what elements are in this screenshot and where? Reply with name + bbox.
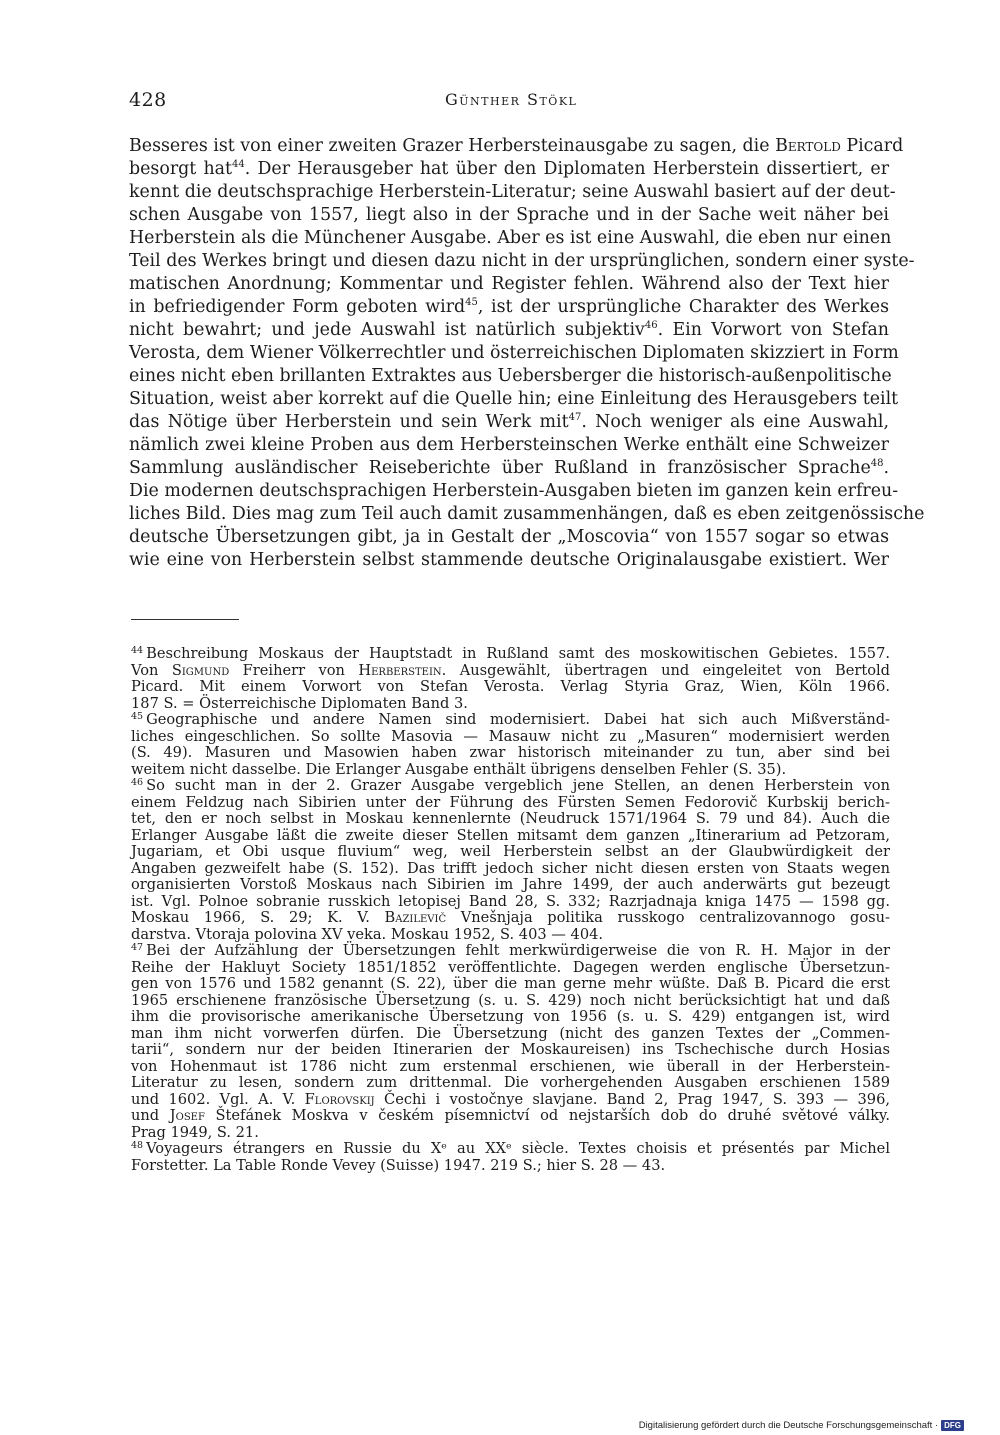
footnote-46 (131, 778, 890, 943)
footnote-line: Picard. Mit einem Vorwort von Stefan Verosta. Verlag Styria Graz, Wien, Köln 1966. (131, 678, 890, 695)
footnote-line: liches eingeschlichen. So sollte Masovia — Masauw nicht zu „Masuren“ modernisiert werden (131, 727, 890, 745)
text-line: besorgt hat$^{44}$. Der Herausgeber hat über den Diplomaten Herberstein dissertiert, er (129, 159, 890, 179)
footnote-line: Erlanger Ausgabe läßt die zweite dieser Stellen mitsamt dem ganzen „Itinerarium ad Petzoram, (131, 826, 890, 844)
credit-text: Digitalisierung gefördert durch die Deutsche Forschungsgemeinschaft · (638, 1420, 939, 1431)
running-head: Günther Stökl (445, 90, 578, 109)
footnotes (131, 646, 890, 1174)
small-caps-name: Sigmund (171, 661, 230, 679)
footnote-line: Von Sigmund Freiherr von Herberstein. Ausgewählt, übertragen und eingeleitet von Bertold (131, 661, 890, 679)
footnote-44 (131, 646, 890, 712)
footnote-line: $^{45}$ Geographische und andere Namen sind modernisiert. Dabei hat sich auch Mißverständ- (131, 711, 890, 728)
page-header (129, 89, 889, 113)
small-caps-name: Herberstein. (358, 661, 447, 679)
text-line: Die modernen deutschsprachigen Herberstein-Ausgaben bieten im ganzen kein erfreu- (129, 481, 899, 501)
footnote-number: 45 (131, 711, 144, 722)
footnote-number: 47 (131, 942, 144, 953)
footnote-line: Angaben gezweifelt habe (S. 152). Das trifft jedoch sicher nicht diesen ersten von Staats wegen (131, 859, 890, 877)
footnote-line: Forstetter. La Table Ronde Vevey (Suisse) 1947. 219 S.; hier S. 28 — 43. (131, 1156, 666, 1174)
footnote-line: Literatur zu lesen, sondern zum drittenmal. Die vorhergehenden Ausgaben erschienen 1589 (131, 1074, 890, 1091)
text-line: Sammlung ausländischer Reiseberichte über Rußland in französischer Sprache$^{48}$. (129, 458, 889, 478)
text-line: nicht bewahrt; und jede Auswahl ist natürlich subjektiv$^{46}$. Ein Vorwort von Stefan (129, 320, 889, 340)
footnote-line: und Josef Štefánek Moskva v českém písemnictví od nejstarších dob do druhé světové války. (131, 1107, 891, 1124)
small-caps-name: Bazilevič (384, 909, 447, 926)
text-line: in befriedigender Form geboten wird$^{45}$, ist der ursprüngliche Charakter des Werkes (129, 297, 889, 317)
footnote-reference: 45 (465, 297, 478, 308)
footnote-line: einem Feldzug nach Sibirien unter der Führung des Fürsten Semen Fedorovič Kurbskij berich- (131, 793, 890, 811)
footnote-line: 187 S. = Österreichische Diplomaten Band 3. (131, 694, 468, 712)
footnote-line: Jugariam, et Obi usque fluvium“ weg, weil Herberstein selbst an der Glaubwürdigkeit der (131, 843, 890, 860)
footnote-line: $^{46}$ So sucht man in der 2. Grazer Ausgabe vergeblich jene Stellen, an denen Herberstein von (131, 777, 890, 794)
footnote-reference: 47 (568, 412, 582, 423)
footnote-reference: 46 (644, 320, 658, 331)
footnote-45 (131, 712, 890, 778)
footnote-line: $^{47}$ Bei der Aufzählung der Übersetzungen fehlt merkwürdigerweise die von R. H. Major in der (131, 942, 890, 959)
text-line: deutsche Übersetzungen gibt, ja in Gestalt der „Moscovia“ von 1557 sogar so etwas (129, 527, 889, 547)
small-caps-name: Josef (169, 1107, 205, 1124)
text-line: liches Bild. Dies mag zum Teil auch damit zusammenhängen, daß es eben zeitgenössische (129, 504, 925, 524)
footnote-line: Prag 1949, S. 21. (131, 1123, 259, 1141)
footnote-line: Reihe der Hakluyt Society 1851/1852 veröffentlichte. Dagegen werden englische Übersetzun- (131, 958, 890, 976)
text-line: schen Ausgabe von 1557, liegt also in der Sprache und in der Sache weit näher bei (129, 205, 889, 225)
footnote-reference: 44 (232, 159, 245, 170)
text-line: Situation, weist aber korrekt auf die Quelle hin; eine Einleitung des Herausgebers teilt (129, 389, 899, 409)
footnote-line: tarii“, sondern nur der beiden Itinerarien der Moskaureisen) ins Tschechische durch Hosias (131, 1041, 890, 1058)
text-line: Besseres ist von einer zweiten Grazer Herbersteinausgabe zu sagen, die Bertold Picard (129, 136, 904, 156)
footnote-line: darstva. Vtoraja polovina XV veka. Moskau 1952, S. 403 — 404. (131, 925, 604, 943)
text-line: wie eine von Herberstein selbst stammende deutsche Originalausgabe existiert. Wer (129, 550, 889, 570)
dfg-logo: DFG (941, 1420, 964, 1431)
text-line: eines nicht eben brillanten Extraktes aus Uebersberger die historisch-außenpolitische (129, 366, 892, 386)
page-number: 428 (129, 89, 167, 111)
footnote-line: man ihm nicht vorwerfen dürfen. Die Übersetzung (nicht des ganzen Textes der „Commen- (131, 1024, 890, 1042)
digitization-credit (639, 1420, 964, 1431)
footnote-reference: 48 (870, 458, 884, 469)
footnote-line: 1965 erschienene französische Übersetzung (s. u. S. 429) noch nicht berücksichtigt hat und daß (131, 991, 890, 1009)
footnote-number: 46 (131, 777, 144, 788)
footnote-line: Moskau 1966, S. 29; K. V. Bazilevič Vnešnjaja politika russkogo centralizovannogo gosu- (131, 909, 890, 926)
footnote-line: weitem nicht dasselbe. Die Erlanger Ausgabe enthält übrigens denselben Fehler (S. 35). (131, 760, 787, 778)
text-line: kennt die deutschsprachige Herberstein-Literatur; seine Auswahl basiert auf der deut- (129, 182, 896, 202)
text-line: Herberstein als die Münchener Ausgabe. Aber es ist eine Auswahl, die eben nur einen (129, 228, 892, 248)
footnote-line: $^{44}$ Beschreibung Moskaus der Hauptstadt in Rußland samt des moskowitischen Gebietes. 1557. (131, 645, 890, 662)
footnote-line: organisierten Vorstoß Moskaus nach Sibirien im Jahre 1499, der auch anderwärts gut bezeugt (131, 876, 890, 893)
footnote-line: $^{48}$ Voyageurs étrangers en Russie du Xᵉ au XXᵉ siècle. Textes choisis et présentés par Michel (131, 1140, 890, 1157)
footnote-line: und 1602. Vgl. A. V. Florovskij Čechi i vostočnye slavjane. Band 2, Prag 1947, S. 393 — 396, (131, 1090, 890, 1108)
footnote-line: von Hohenmaut ist 1786 nicht zum erstenmal erschienen, wie überall in der Herberstein- (131, 1057, 890, 1075)
footnote-separator (131, 619, 239, 620)
footnote-line: ihm die provisorische amerikanische Übersetzung von 1956 (s. u. S. 429) entgangen ist, wird (131, 1008, 890, 1025)
footnote-47 (131, 943, 890, 1141)
footnote-line: (S. 49). Masuren und Masowien haben zwar historisch miteinander zu tun, aber sind bei (131, 744, 890, 761)
footnote-line: ist. Vgl. Polnoe sobranie russkich letopisej Band 28, S. 332; Razrjadnaja kniga 1475 — 1598 gg. (131, 892, 890, 910)
footnote-line: tet, den er noch selbst in Moskau kennenlernte (Neudruck 1571/1964 S. 79 und 84). Auch die (131, 810, 890, 827)
footnote-number: 44 (131, 645, 144, 656)
footnote-number: 48 (131, 1140, 144, 1151)
text-line: Verosta, dem Wiener Völkerrechtler und österreichischen Diplomaten skizziert in Form (129, 343, 899, 363)
text-line: das Nötige über Herberstein und sein Werk mit$^{47}$. Noch weniger als eine Auswahl, (129, 412, 889, 432)
main-text (129, 135, 925, 572)
small-caps-name: Florovskij (304, 1090, 375, 1108)
small-caps-name: Bertold (775, 136, 841, 156)
footnote-48 (131, 1141, 890, 1174)
text-line: matischen Anordnung; Kommentar und Register fehlen. Während also der Text hier (129, 274, 889, 294)
footnote-line: gen von 1576 und 1582 genannt (S. 22), über die man gerne mehr wüßte. Daß B. Picard die erst (131, 975, 890, 992)
text-line: nämlich zwei kleine Proben aus dem Herbersteinschen Werke enthält eine Schweizer (129, 435, 889, 455)
text-line: Teil des Werkes bringt und diesen dazu nicht in der ursprünglichen, sondern einer syste- (129, 251, 915, 271)
